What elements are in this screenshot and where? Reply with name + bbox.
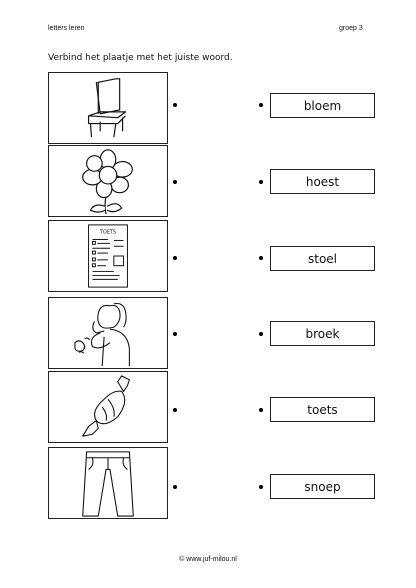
picture-dot[interactable] [173,332,177,336]
test-paper-title: TOETS [100,229,116,236]
picture-flower [48,145,168,217]
picture-chair [48,72,168,144]
picture-dot[interactable] [173,180,177,184]
picture-candy [48,371,168,443]
word-box: toets [270,397,375,422]
word-dot[interactable] [259,408,263,412]
word-dot[interactable] [259,103,263,107]
word-box: hoest [270,169,375,194]
picture-coughing-person [48,297,168,369]
word-dot[interactable] [259,332,263,336]
word-dot[interactable] [259,256,263,260]
picture-trousers [48,447,168,519]
word-dot[interactable] [259,180,263,184]
test-paper-icon [49,221,167,291]
word-box: stoel [270,246,375,271]
picture-test-paper [48,220,168,292]
header-left: letters leren [48,25,85,32]
word-box: broek [270,321,375,346]
instruction: Verbind het plaatje met het juiste woord. [48,53,233,63]
candy-icon [49,372,167,442]
word-dot[interactable] [259,485,263,489]
trousers-icon [49,448,167,518]
picture-dot[interactable] [173,408,177,412]
chair-icon [49,73,167,143]
flower-icon [49,146,167,216]
picture-dot[interactable] [173,103,177,107]
coughing-person-icon [49,298,167,368]
picture-dot[interactable] [173,485,177,489]
picture-dot[interactable] [173,256,177,260]
word-box: bloem [270,93,375,118]
word-box: snoep [270,474,375,499]
header-right: groep 3 [339,25,363,32]
footer-credit: © www.juf-milou.nl [179,556,237,563]
